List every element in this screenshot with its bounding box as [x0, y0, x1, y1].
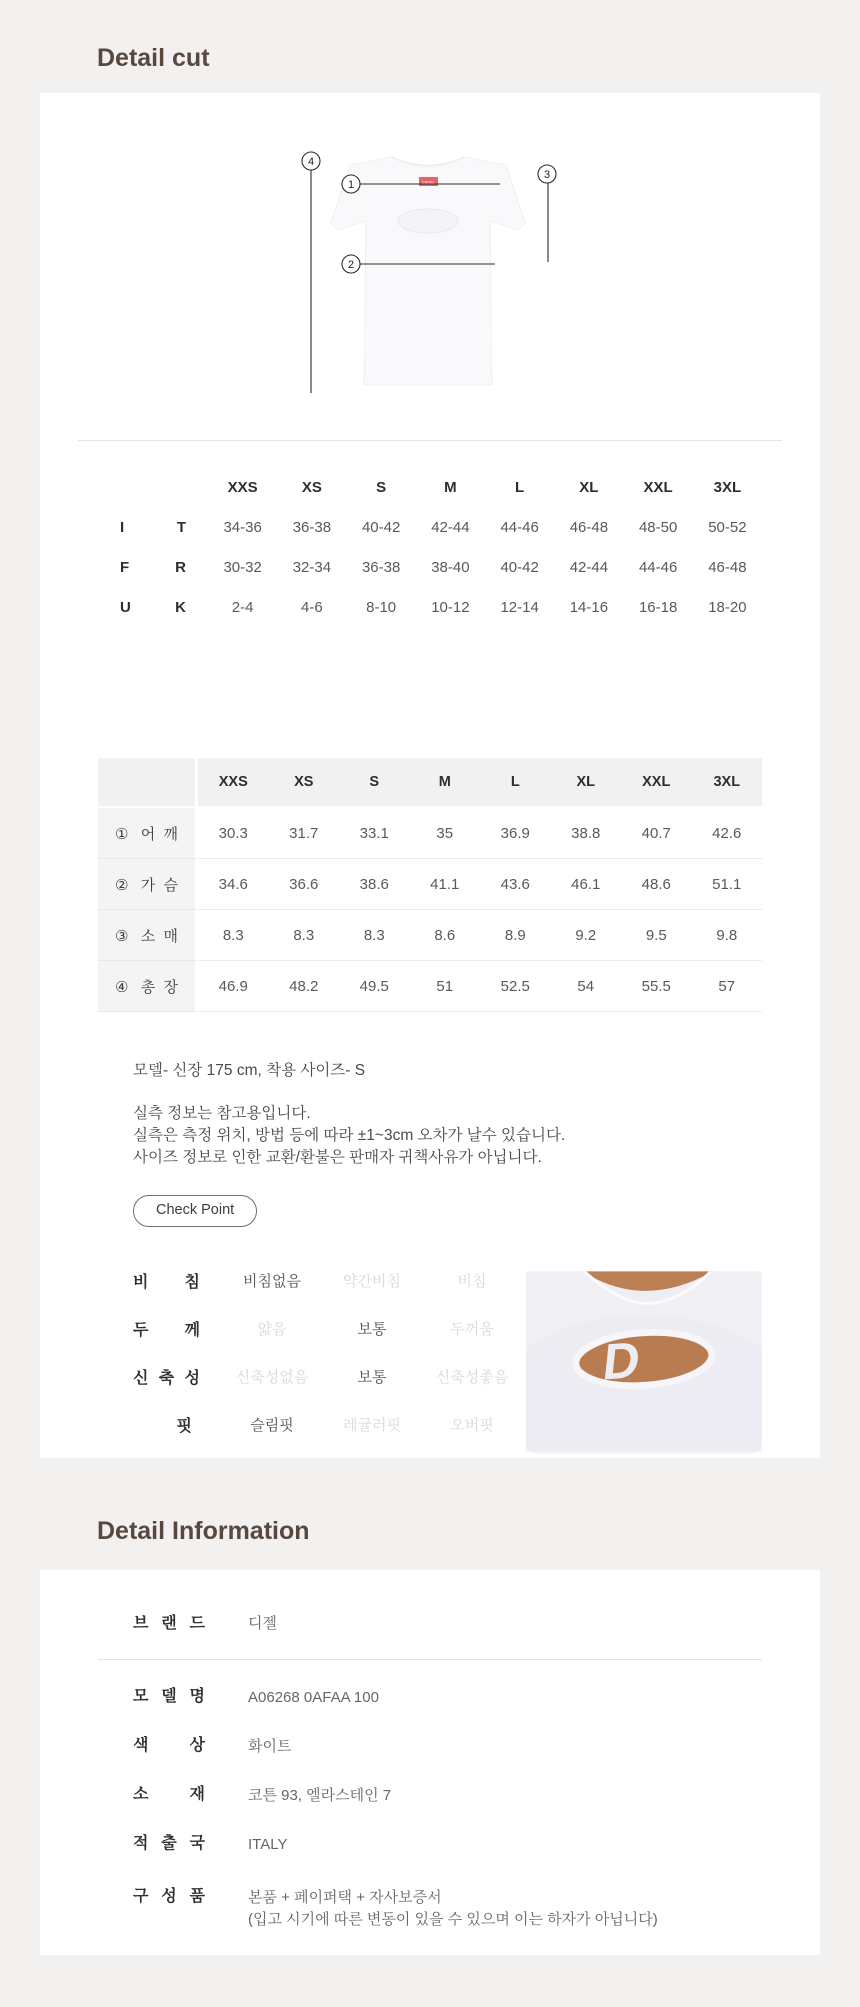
measurement-value: 57	[692, 961, 763, 1012]
faint-chest-logo	[398, 209, 458, 233]
measurement-value: 31.7	[269, 808, 340, 859]
row-label: U K	[120, 598, 186, 616]
measurement-value: 14-16	[569, 598, 609, 616]
measurements-body	[98, 758, 762, 1012]
measurement-value: 40.7	[621, 808, 692, 859]
info-value-line: 디젤	[248, 1615, 277, 1632]
section-divider	[78, 440, 782, 441]
neck-tag-label: DIESEL	[422, 180, 435, 185]
measurement-value: 8.3	[198, 910, 269, 961]
brand-row-container	[98, 1570, 762, 1634]
row-label: I T	[120, 518, 186, 536]
check-point-options	[222, 1318, 522, 1339]
table-row	[98, 910, 762, 961]
info-label: 브 랜 드	[133, 1615, 205, 1632]
row-label: F R	[120, 558, 186, 576]
size-conversion-table	[98, 467, 762, 627]
size-column-header: M	[444, 478, 457, 496]
row-label: ③ 소 매	[98, 910, 198, 961]
info-label: 적 출 국	[133, 1835, 205, 1852]
measurement-value: 4-6	[301, 598, 323, 616]
measurement-value: 9.5	[621, 910, 692, 961]
detail-information-card	[40, 1570, 820, 1955]
marker-3-number: 3	[543, 169, 551, 181]
info-value	[248, 1834, 287, 1856]
detail-cut-title: Detail cut	[97, 44, 210, 72]
info-value-line: ITALY	[248, 1836, 288, 1853]
note-line: 사이즈 정보로 인한 교환/환불은 판매자 귀책사유가 아닙니다.	[133, 1149, 542, 1166]
size-notes	[133, 1103, 762, 1169]
row-label: ④ 총 장	[98, 961, 198, 1012]
measurement-value: 8.6	[410, 910, 481, 961]
check-point-options	[222, 1270, 522, 1291]
measurement-value: 8.3	[339, 910, 410, 961]
size-column-header: XXS	[198, 758, 269, 808]
measurement-value: 36.9	[480, 808, 551, 859]
check-point-row	[133, 1304, 526, 1352]
measurement-value: 48.2	[269, 961, 340, 1012]
size-column-header: XL	[579, 478, 599, 496]
check-point-button[interactable]: Check Point	[133, 1195, 257, 1227]
size-column-header: XL	[551, 758, 622, 808]
check-point-grid	[133, 1256, 526, 1454]
measurement-value: 16-18	[638, 598, 678, 616]
marker-4-number: 4	[307, 156, 315, 168]
measurement-value: 18-20	[708, 598, 747, 616]
info-value	[248, 1785, 391, 1807]
product-photo	[526, 1269, 762, 1454]
measurement-value: 32-34	[292, 558, 332, 576]
info-row	[133, 1570, 762, 1634]
info-row	[133, 1887, 762, 1931]
option-selected: 보통	[357, 1368, 387, 1386]
option-unselected: 두꺼움	[450, 1320, 494, 1338]
table-row	[98, 961, 762, 1012]
row-label: ② 가 슴	[98, 859, 198, 910]
info-label: 소 재	[133, 1786, 205, 1803]
measurement-value: 8-10	[366, 598, 397, 616]
info-row	[133, 1834, 762, 1856]
info-label: 색 상	[133, 1737, 205, 1754]
model-info-text: 모델- 신장 175 cm, 착용 사이즈- S	[133, 1062, 366, 1079]
check-point-label: 두 께	[133, 1321, 200, 1339]
marker-4-total-length	[302, 152, 320, 393]
size-column-header: M	[410, 758, 481, 808]
measurement-value: 8.3	[269, 910, 340, 961]
table-row	[98, 587, 762, 627]
marker-2-number: 2	[347, 259, 355, 271]
size-header-row	[98, 758, 762, 808]
option-unselected: 레귤러핏	[343, 1416, 401, 1434]
measurement-value: 30-32	[223, 558, 262, 576]
info-value-line: A06268 0AFAA 100	[248, 1689, 379, 1706]
measurement-value: 34.6	[198, 859, 269, 910]
option-unselected: 비침	[457, 1272, 487, 1290]
option-unselected: 신축성좋음	[435, 1368, 509, 1386]
check-point-label: 핏	[176, 1417, 192, 1435]
size-conversion-body	[98, 467, 762, 627]
measurement-value: 46.9	[198, 961, 269, 1012]
measurement-value: 44-46	[638, 558, 678, 576]
detail-cut-card	[40, 93, 820, 1458]
info-label: 모 델 명	[133, 1688, 205, 1705]
info-rows-container	[98, 1687, 762, 1931]
measurement-value: 2-4	[231, 598, 254, 616]
size-column-header: XS	[301, 478, 322, 496]
option-unselected: 오버핏	[450, 1416, 494, 1434]
corner-cell	[98, 758, 198, 808]
measurement-value: 30.3	[198, 808, 269, 859]
measurement-value: 41.1	[410, 859, 481, 910]
info-row	[133, 1736, 762, 1758]
size-column-header: XXL	[621, 758, 692, 808]
measurement-value: 46-48	[708, 558, 747, 576]
table-row	[98, 507, 762, 547]
measurement-value: 36-38	[361, 558, 401, 576]
size-column-header: 3XL	[692, 758, 763, 808]
logo-letter: D	[600, 1330, 644, 1391]
info-value-line2: (입고 시기에 따른 변동이 있을 수 있으며 이는 하자가 아닙니다)	[248, 1911, 658, 1928]
measurement-value: 9.8	[692, 910, 763, 961]
check-point-options	[222, 1366, 522, 1387]
size-column-header: XXS	[227, 478, 258, 496]
check-point-section	[98, 1256, 762, 1454]
option-unselected: 약간비침	[343, 1272, 401, 1290]
table-row	[98, 808, 762, 859]
measurement-value: 12-14	[500, 598, 539, 616]
measurement-value: 36.6	[269, 859, 340, 910]
option-selected: 비침없음	[243, 1272, 301, 1290]
info-value	[248, 1736, 291, 1758]
check-point-row	[133, 1400, 526, 1448]
marker-1-number: 1	[347, 179, 355, 191]
neck-tag	[419, 177, 438, 186]
measurement-value: 51.1	[692, 859, 763, 910]
row-label: ① 어 깨	[98, 808, 198, 859]
measurement-value: 44-46	[500, 518, 539, 536]
info-divider	[98, 1659, 762, 1660]
measurement-value: 36-38	[292, 518, 332, 536]
measurement-value: 55.5	[621, 961, 692, 1012]
size-column-header: 3XL	[713, 478, 742, 496]
info-value	[248, 1887, 658, 1931]
note-line: 실측 정보는 참고용입니다.	[133, 1105, 311, 1122]
measurement-value: 52.5	[480, 961, 551, 1012]
option-unselected: 얇음	[257, 1320, 287, 1338]
measurement-value: 9.2	[551, 910, 622, 961]
check-point-row	[133, 1352, 526, 1400]
measurement-value: 50-52	[708, 518, 747, 536]
measurement-value: 48-50	[638, 518, 678, 536]
measurement-value: 46.1	[551, 859, 622, 910]
option-selected: 슬림핏	[250, 1416, 294, 1434]
measurement-value: 48.6	[621, 859, 692, 910]
info-value-line: 코튼 93, 엘라스테인 7	[248, 1787, 392, 1804]
measurement-value: 46-48	[569, 518, 609, 536]
measurement-value: 38.6	[339, 859, 410, 910]
measurement-value: 54	[551, 961, 622, 1012]
size-header-row	[98, 467, 762, 507]
tshirt-measurement-diagram	[40, 93, 820, 440]
measurement-value: 38.8	[551, 808, 622, 859]
check-point-label: 비 침	[133, 1273, 200, 1291]
info-value	[248, 1687, 379, 1709]
check-point-label: 신 축 성	[133, 1369, 200, 1387]
measurement-value: 42-44	[431, 518, 470, 536]
size-column-header: L	[515, 478, 525, 496]
measurement-value: 38-40	[431, 558, 470, 576]
measurement-value: 8.9	[480, 910, 551, 961]
check-point-row	[133, 1256, 526, 1304]
check-point-options	[222, 1414, 522, 1435]
measurement-value: 10-12	[431, 598, 470, 616]
measurement-value: 43.6	[480, 859, 551, 910]
measurement-value: 42.6	[692, 808, 763, 859]
info-label: 구 성 품	[133, 1888, 205, 1905]
info-row	[133, 1687, 762, 1709]
measurement-value: 42-44	[569, 558, 609, 576]
tshirt-shape	[331, 157, 525, 385]
option-unselected: 신축성없음	[235, 1368, 309, 1386]
measurement-value: 33.1	[339, 808, 410, 859]
size-column-header: XS	[269, 758, 340, 808]
detail-information-title: Detail Information	[97, 1517, 310, 1545]
size-column-header: S	[339, 758, 410, 808]
info-value-line: 본품 + 페이퍼택 + 자사보증서	[248, 1889, 442, 1906]
measurement-value: 51	[410, 961, 481, 1012]
size-diagram	[40, 93, 820, 440]
size-column-header: L	[480, 758, 551, 808]
info-row	[133, 1785, 762, 1807]
measurements-table	[98, 758, 762, 1012]
measurement-value: 49.5	[339, 961, 410, 1012]
info-value	[248, 1614, 277, 1634]
size-column-header: S	[376, 478, 387, 496]
note-line: 실측은 측정 위치, 방법 등에 따라 ±1~3cm 오차가 날수 있습니다.	[133, 1127, 566, 1144]
measurement-value: 40-42	[361, 518, 401, 536]
size-column-header: XXL	[643, 478, 673, 496]
info-value-line: 화이트	[248, 1738, 292, 1755]
option-selected: 보통	[357, 1320, 387, 1338]
measurement-value: 35	[410, 808, 481, 859]
table-row	[98, 547, 762, 587]
corner-cell	[98, 467, 208, 507]
measurement-value: 40-42	[500, 558, 539, 576]
table-row	[98, 859, 762, 910]
measurement-value: 34-36	[223, 518, 262, 536]
